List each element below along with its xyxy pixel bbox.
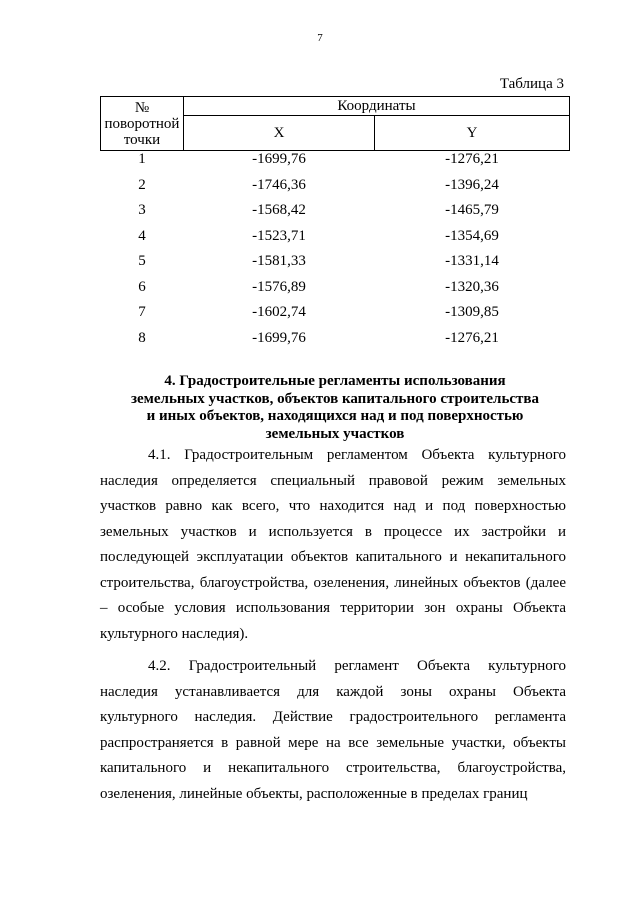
- y-value: -1276,21: [445, 151, 499, 167]
- point-number-header: [101, 97, 184, 151]
- table-row: [101, 330, 570, 356]
- y-value: -1354,69: [445, 227, 499, 244]
- coordinates-header: Координаты: [184, 97, 570, 116]
- point-number: 7: [138, 304, 146, 320]
- point-number: 8: [138, 329, 146, 346]
- paragraph-4-2: 4.2. Градостроительный регламент Объекта культурного наследия устанавливается для каждой зоны охраны Объекта культурного наследия. Действие градостроительного регламента распространяется в равной мере на все земельные участки, объекты капитального и некапитального строительства, благоустройства, озеленения, линейные объекты, расположенные в пределах границ: [100, 658, 566, 802]
- table-row: [101, 304, 570, 330]
- section-heading: [100, 373, 570, 443]
- point-number: 1: [138, 151, 146, 167]
- paragraph-4-1: 4.1. Градостроительным регламентом Объекта культурного наследия определяется специальный правовой режим земельных участков равно как всего, что находится над и под поверхностью земельных участков и используется в процессе их застройки и последующей эксплуатации объектов капитального и некапитального строительства, благоустройства, озеленения, линейных объектов (далее – особые условия использования территории зон охраны Объекта культурного наследия).: [100, 447, 566, 642]
- table-row: [101, 253, 570, 279]
- point-header-line-2: поворотной: [104, 115, 180, 132]
- y-column-header: Y: [375, 116, 570, 151]
- table-row: [101, 151, 570, 177]
- y-value: -1396,24: [445, 176, 499, 193]
- point-number: 3: [138, 202, 146, 218]
- table-caption: Таблица 3: [499, 76, 564, 92]
- y-value: -1331,14: [445, 253, 499, 269]
- heading-line-3: и иных объектов, находящихся над и под поверхностью: [146, 408, 524, 424]
- y-value: -1276,21: [445, 329, 499, 346]
- table-row: [101, 202, 570, 228]
- table-row: [101, 279, 570, 305]
- heading-line-2: земельных участков, объектов капитального строительства: [130, 390, 540, 407]
- point-number: 4: [138, 227, 146, 244]
- x-value: -1699,76: [252, 151, 306, 167]
- x-value: -1576,89: [252, 278, 306, 295]
- table-row: [101, 228, 570, 254]
- heading-line-1: 4. Градостроительные регламенты использования: [164, 373, 506, 389]
- point-header-line-3: точки: [123, 131, 161, 148]
- point-number: 2: [138, 176, 146, 193]
- point-number: 6: [138, 278, 146, 295]
- x-value: -1581,33: [252, 253, 306, 269]
- x-value: -1568,42: [252, 202, 306, 218]
- x-value: -1746,36: [252, 176, 306, 193]
- coordinates-table: [100, 96, 570, 355]
- point-header-line-1: №: [134, 99, 150, 116]
- y-value: -1320,36: [445, 278, 499, 295]
- x-value: -1602,74: [252, 304, 306, 320]
- x-column-header: X: [184, 116, 375, 151]
- point-number: 5: [138, 253, 146, 269]
- y-value: -1309,85: [445, 304, 499, 320]
- page-number: 7: [317, 32, 323, 44]
- heading-line-4: земельных участков: [265, 425, 405, 442]
- table-row: [101, 177, 570, 203]
- x-value: -1523,71: [252, 227, 306, 244]
- x-value: -1699,76: [252, 329, 306, 346]
- y-value: -1465,79: [445, 202, 499, 218]
